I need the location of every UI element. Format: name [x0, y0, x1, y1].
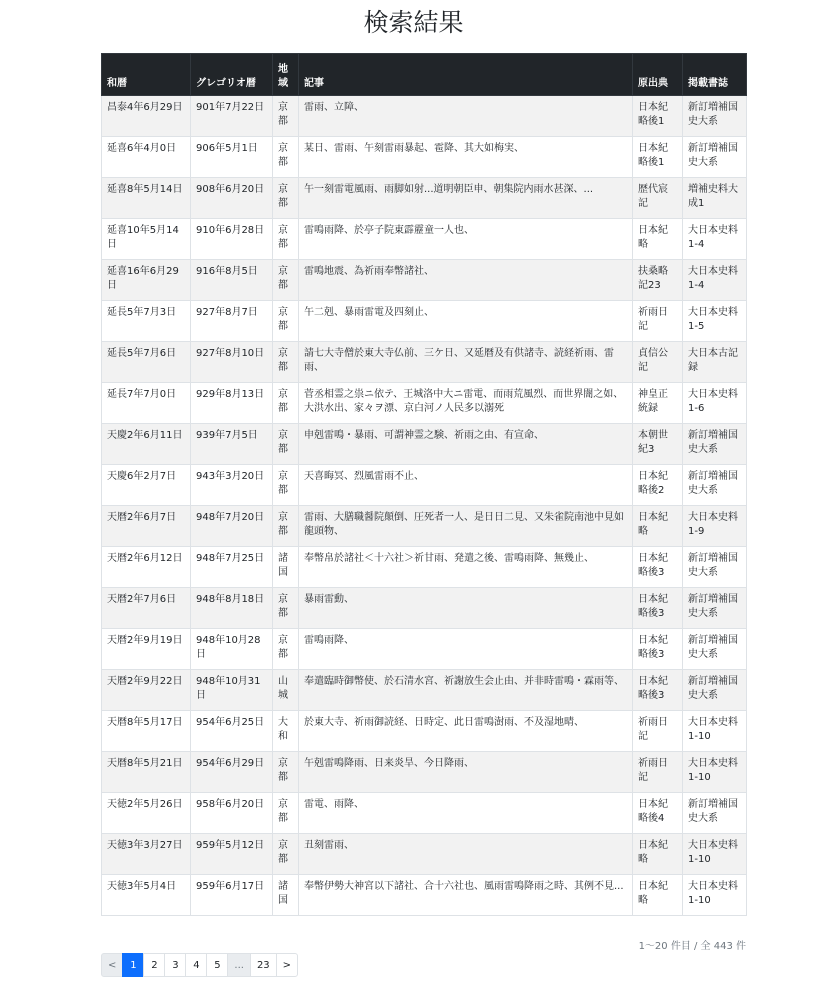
cell-publication: 大日本史料1-10 — [683, 834, 747, 875]
cell-source: 日本紀略後1 — [633, 137, 683, 178]
cell-wareki: 天暦2年6月12日 — [102, 547, 191, 588]
cell-wareki: 天徳3年5月4日 — [102, 875, 191, 916]
page-button[interactable]: 23 — [250, 953, 277, 977]
cell-gregorian: 916年8月5日 — [191, 260, 273, 301]
cell-source: 日本紀略後3 — [633, 588, 683, 629]
cell-wareki: 天慶6年2月7日 — [102, 465, 191, 506]
page-button[interactable]: 5 — [206, 953, 228, 977]
cell-wareki: 延喜10年5月14日 — [102, 219, 191, 260]
cell-region: 大和 — [273, 711, 299, 752]
cell-region: 山城 — [273, 670, 299, 711]
cell-wareki: 延長5年7月6日 — [102, 342, 191, 383]
cell-region: 京都 — [273, 178, 299, 219]
cell-article: 雷電、雨降、 — [299, 793, 633, 834]
page-button[interactable]: 1 — [122, 953, 144, 977]
cell-wareki: 天慶2年6月11日 — [102, 424, 191, 465]
table-row — [102, 670, 747, 711]
cell-region: 京都 — [273, 834, 299, 875]
cell-publication: 新訂増補国史大系 — [683, 793, 747, 834]
cell-article: 於東大寺、祈雨御読経、日時定、此日雷鳴澍雨、不及湿地晴、 — [299, 711, 633, 752]
cell-region: 京都 — [273, 260, 299, 301]
cell-region: 京都 — [273, 629, 299, 670]
cell-publication: 新訂増補国史大系 — [683, 588, 747, 629]
cell-gregorian: 954年6月29日 — [191, 752, 273, 793]
header-wareki: 和暦 — [102, 54, 191, 96]
cell-gregorian: 954年6月25日 — [191, 711, 273, 752]
cell-region: 京都 — [273, 383, 299, 424]
cell-article: 雷雨、立障、 — [299, 96, 633, 137]
results-table — [101, 53, 747, 916]
cell-source: 日本紀略後3 — [633, 670, 683, 711]
cell-article: 奉遣臨時御幣使、於石清水宮、祈謝放生会止由、并非時雷鳴・霖雨等、 — [299, 670, 633, 711]
cell-wareki: 延喜16年6月29日 — [102, 260, 191, 301]
cell-article: 雷鳴雨降、於亭子院東霹靂童一人也、 — [299, 219, 633, 260]
table-row — [102, 547, 747, 588]
table-row — [102, 342, 747, 383]
table-row — [102, 383, 747, 424]
cell-wareki: 天徳2年5月26日 — [102, 793, 191, 834]
cell-gregorian: 948年8月18日 — [191, 588, 273, 629]
cell-gregorian: 910年6月28日 — [191, 219, 273, 260]
header-article: 記事 — [299, 54, 633, 96]
cell-source: 日本紀略 — [633, 875, 683, 916]
cell-article: 雷鳴地震、為祈雨奉幣諸社、 — [299, 260, 633, 301]
header-gregorian: グレゴリオ暦 — [191, 54, 273, 96]
cell-source: 扶桑略記23 — [633, 260, 683, 301]
cell-source: 祈雨日記 — [633, 752, 683, 793]
cell-source: 日本紀略後3 — [633, 629, 683, 670]
cell-gregorian: 939年7月5日 — [191, 424, 273, 465]
cell-gregorian: 908年6月20日 — [191, 178, 273, 219]
cell-publication: 大日本史料1-9 — [683, 506, 747, 547]
cell-wareki: 延長5年7月3日 — [102, 301, 191, 342]
result-count: 1〜20 件目 / 全 443 件 — [638, 941, 746, 952]
cell-source: 日本紀略後1 — [633, 96, 683, 137]
cell-article: 奉幣伊勢大神宮以下諸社、合十六社也、風雨雷鳴降雨之時、其例不見... — [299, 875, 633, 916]
table-row — [102, 834, 747, 875]
header-source: 原出典 — [633, 54, 683, 96]
cell-region: 京都 — [273, 301, 299, 342]
cell-article: 雷雨、大膳職醤院顛倒、圧死者一人、是日日二見、又朱雀院南池中見如龍頭物、 — [299, 506, 633, 547]
cell-publication: 大日本史料1-6 — [683, 383, 747, 424]
cell-publication: 大日本史料1-4 — [683, 219, 747, 260]
cell-publication: 新訂増補国史大系 — [683, 465, 747, 506]
cell-publication: 大日本史料1-5 — [683, 301, 747, 342]
page-button[interactable]: 3 — [164, 953, 186, 977]
table-row — [102, 629, 747, 670]
table-row — [102, 465, 747, 506]
cell-source: 歴代宸記 — [633, 178, 683, 219]
cell-gregorian: 948年10月28日 — [191, 629, 273, 670]
cell-publication: 大日本史料1-10 — [683, 875, 747, 916]
cell-gregorian: 948年7月25日 — [191, 547, 273, 588]
cell-article: 奉幣帛於諸社＜十六社＞祈甘雨、発遣之後、雷鳴雨降、無幾止、 — [299, 547, 633, 588]
cell-article: 丑刻雷雨、 — [299, 834, 633, 875]
table-row — [102, 219, 747, 260]
page-button[interactable]: 2 — [143, 953, 165, 977]
cell-article: 天喜晦冥、烈風雷雨不止、 — [299, 465, 633, 506]
cell-gregorian: 959年6月17日 — [191, 875, 273, 916]
cell-wareki: 延喜6年4月0日 — [102, 137, 191, 178]
cell-publication: 新訂増補国史大系 — [683, 137, 747, 178]
cell-article: 申剋雷鳴・暴雨、可謂神霊之験、祈雨之由、有宣命、 — [299, 424, 633, 465]
cell-gregorian: 948年7月20日 — [191, 506, 273, 547]
table-row — [102, 178, 747, 219]
cell-publication: 大日本史料1-10 — [683, 711, 747, 752]
cell-region: 京都 — [273, 219, 299, 260]
cell-publication: 大日本史料1-4 — [683, 260, 747, 301]
cell-source: 日本紀略後3 — [633, 547, 683, 588]
cell-wareki: 延喜8年5月14日 — [102, 178, 191, 219]
table-row — [102, 96, 747, 137]
prev-page-button[interactable]: < — [101, 953, 123, 977]
cell-article: 午一刻雷電風雨、雨脚如射...道明朝臣申、朝集院内雨水甚深、... — [299, 178, 633, 219]
cell-article: 雷鳴雨降、 — [299, 629, 633, 670]
cell-source: 本朝世紀3 — [633, 424, 683, 465]
cell-region: 京都 — [273, 588, 299, 629]
cell-wareki: 天暦8年5月17日 — [102, 711, 191, 752]
cell-region: 諸国 — [273, 875, 299, 916]
cell-source: 日本紀略 — [633, 506, 683, 547]
cell-gregorian: 929年8月13日 — [191, 383, 273, 424]
cell-publication: 新訂増補国史大系 — [683, 424, 747, 465]
cell-source: 日本紀略後2 — [633, 465, 683, 506]
cell-region: 京都 — [273, 137, 299, 178]
cell-region: 諸国 — [273, 547, 299, 588]
table-row — [102, 711, 747, 752]
cell-region: 京都 — [273, 96, 299, 137]
next-page-button[interactable]: > — [276, 953, 298, 977]
cell-wareki: 延長7年7月0日 — [102, 383, 191, 424]
table-row — [102, 301, 747, 342]
pagination — [101, 953, 298, 977]
cell-region: 京都 — [273, 424, 299, 465]
cell-region: 京都 — [273, 342, 299, 383]
table-row — [102, 875, 747, 916]
table-row — [102, 793, 747, 834]
page-title: 検索結果 — [363, 8, 464, 37]
cell-publication: 新訂増補国史大系 — [683, 629, 747, 670]
table-row — [102, 506, 747, 547]
cell-gregorian: 901年7月22日 — [191, 96, 273, 137]
cell-wareki: 天暦2年9月22日 — [102, 670, 191, 711]
table-header-row — [102, 54, 747, 96]
cell-gregorian: 927年8月10日 — [191, 342, 273, 383]
header-publication: 掲載書誌 — [683, 54, 747, 96]
cell-region: 京都 — [273, 752, 299, 793]
header-region: 地域 — [273, 54, 299, 96]
cell-source: 神皇正統録 — [633, 383, 683, 424]
cell-region: 京都 — [273, 793, 299, 834]
cell-article: 菅丞相霊之祟ニ依テ、王城洛中大ニ雷電、而雨荒風烈、而世界闇之如、大洪水出、家々ヲ漂、京白河ノ人民多以溺死 — [299, 383, 633, 424]
cell-gregorian: 959年5月12日 — [191, 834, 273, 875]
cell-gregorian: 958年6月20日 — [191, 793, 273, 834]
cell-publication: 新訂増補国史大系 — [683, 547, 747, 588]
cell-gregorian: 948年10月31日 — [191, 670, 273, 711]
cell-source: 祈雨日記 — [633, 301, 683, 342]
cell-publication: 大日本史料1-10 — [683, 752, 747, 793]
cell-gregorian: 943年3月20日 — [191, 465, 273, 506]
cell-wareki: 天暦2年9月19日 — [102, 629, 191, 670]
table-row — [102, 137, 747, 178]
cell-wareki: 天暦2年6月7日 — [102, 506, 191, 547]
cell-source: 日本紀略後4 — [633, 793, 683, 834]
cell-wareki: 天暦2年7月6日 — [102, 588, 191, 629]
page-button[interactable]: 4 — [185, 953, 207, 977]
cell-article: 午二剋、暴雨雷電及四刻止、 — [299, 301, 633, 342]
cell-article: 某日、雷雨、午刻雷雨暴起、雹降、其大如梅実、 — [299, 137, 633, 178]
cell-source: 祈雨日記 — [633, 711, 683, 752]
cell-region: 京都 — [273, 506, 299, 547]
cell-wareki: 天暦8年5月21日 — [102, 752, 191, 793]
cell-publication: 大日本古記録 — [683, 342, 747, 383]
pagination-ellipsis: ... — [227, 953, 251, 977]
cell-publication: 新訂増補国史大系 — [683, 96, 747, 137]
table-row — [102, 752, 747, 793]
cell-wareki: 天徳3年3月27日 — [102, 834, 191, 875]
cell-article: 午剋雷鳴降雨、日来炎旱、今日降雨、 — [299, 752, 633, 793]
cell-source: 貞信公記 — [633, 342, 683, 383]
cell-region: 京都 — [273, 465, 299, 506]
cell-article: 請七大寺僧於東大寺仏前、三ケ日、又延暦及有供諸寺、読経祈雨、雷雨、 — [299, 342, 633, 383]
cell-article: 暴雨雷動、 — [299, 588, 633, 629]
cell-source: 日本紀略 — [633, 219, 683, 260]
cell-gregorian: 927年8月7日 — [191, 301, 273, 342]
table-row — [102, 260, 747, 301]
cell-publication: 新訂増補国史大系 — [683, 670, 747, 711]
table-row — [102, 588, 747, 629]
cell-source: 日本紀略 — [633, 834, 683, 875]
cell-publication: 増補史料大成1 — [683, 178, 747, 219]
cell-wareki: 昌泰4年6月29日 — [102, 96, 191, 137]
cell-gregorian: 906年5月1日 — [191, 137, 273, 178]
table-row — [102, 424, 747, 465]
